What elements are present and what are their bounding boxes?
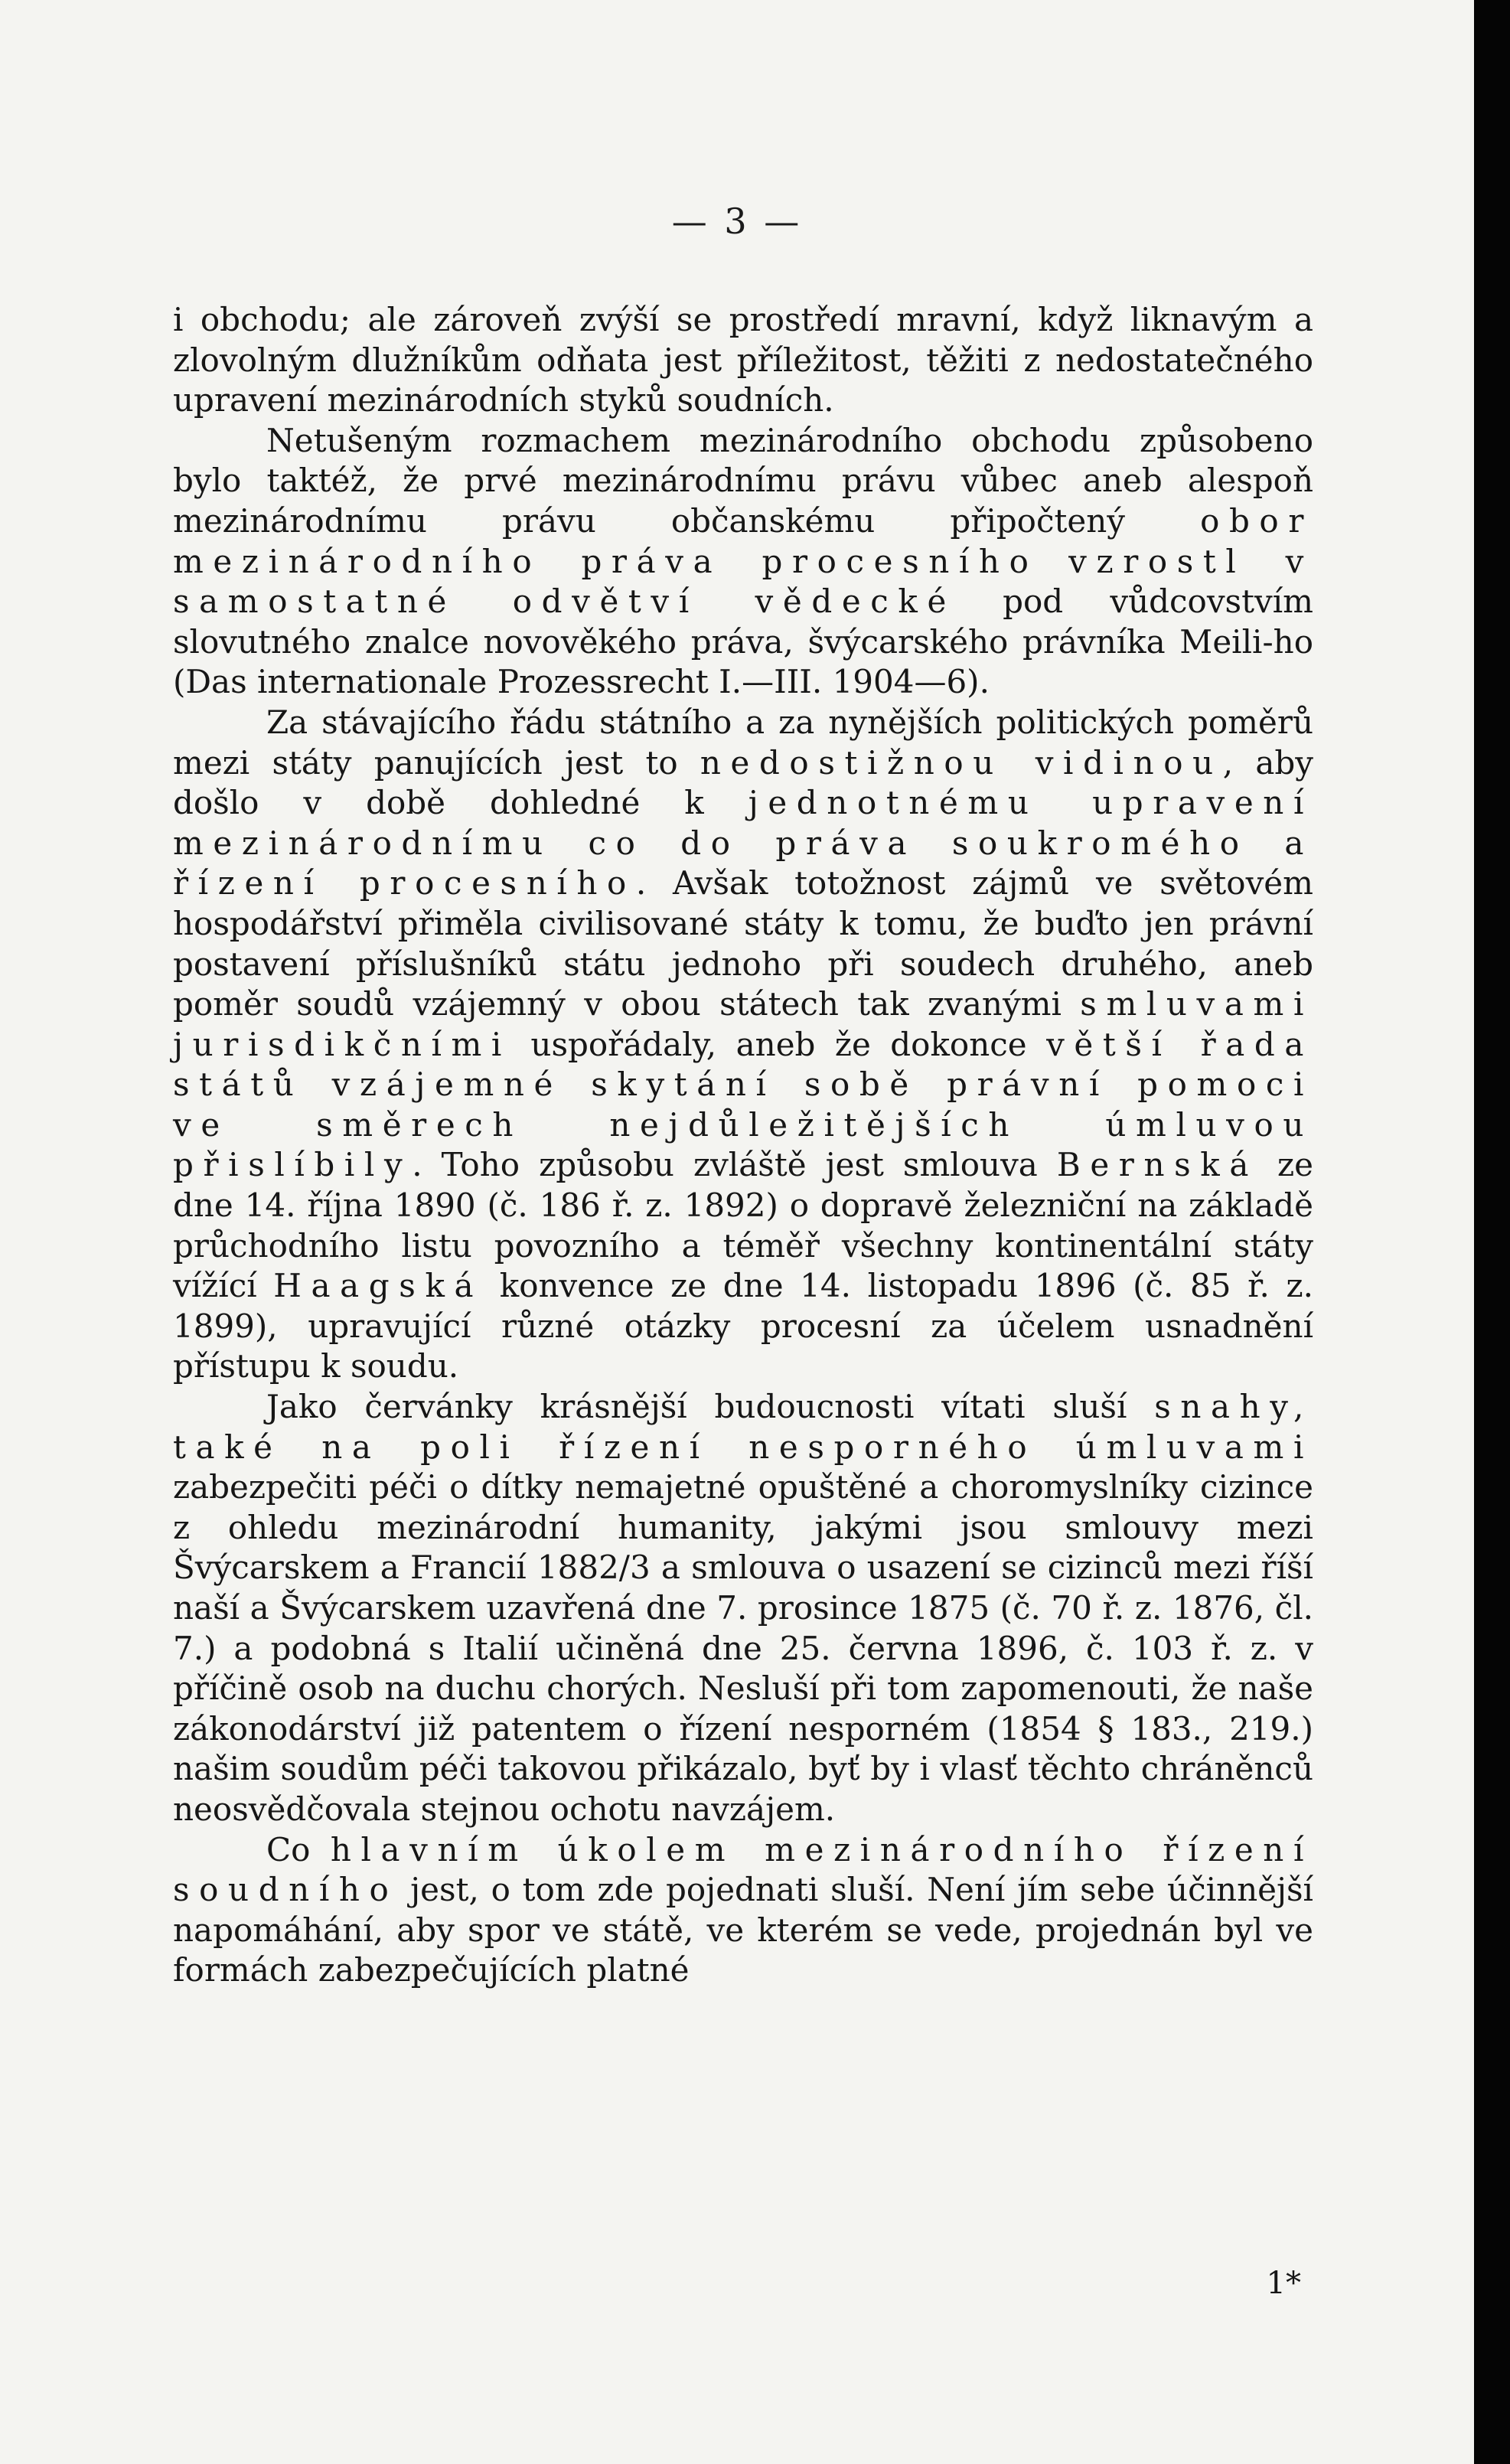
spaced-emphasis: hlavním úkolem mezinárodního řízení soudního (173, 1830, 1313, 1909)
text-run: pod vůdcovstvím slovutného znalce novověkého práva, švýcarského právníka Meili-ho (Das internationale Prozessrecht I.—III. 1904—6). (173, 583, 1313, 701)
spaced-emphasis: jednotnému upravení mezinárodnímu co do práva soukromého a řízení procesního (173, 784, 1313, 902)
text-run: i obchodu; ale zároveň zvýší se prostředí mravní, když liknavým a zlovolným dlužníkům odňata jest příležitost, těžiti z nedostatečného upravení mezinárodních styků soudních. (173, 301, 1313, 419)
text-run (1038, 543, 1068, 580)
spaced-emphasis: větší řada států vzájemné skytání sobě právní pomoci ve směrech nejdůležitějších úmluvou přislíbily (173, 1025, 1314, 1184)
spaced-emphasis: obor mezinárodního práva procesního (173, 501, 1313, 580)
paragraph-4 (173, 1387, 1313, 1830)
text-run: uspořádaly, aneb že dokonce (510, 1025, 1047, 1063)
paragraph-3 (173, 703, 1313, 1387)
spaced-emphasis: vzrostl v samostatné odvětví vědecké (173, 542, 1314, 621)
text-run: zabezpečiti péči o dítky nemajetné opuštěné a choromyslníky cizince z ohledu mezinárodní humanity, jakými jsou smlouvy mezi Švýcarskem a Francií 1882/3 a smlouva o usazení se cizinců mezi říší naší a Švýcarskem uzavřená dne 7. prosince 1875 (č. 70 ř. z. 1876, čl. 7.) a podobná s Italií učiněná dne 25. června 1896, č. 103 ř. z. v příčině osob na duchu chorých. Nesluší při tom zapomenouti, že naše zákonodárství již patentem o řízení nesporném (1854 § 183., 219.) našim soudům péči takovou přikázalo, byť by i vlasť těchto chráněnců neosvědčovala stejnou ochotu navzájem. (173, 1468, 1313, 1828)
paragraph-5 (173, 1830, 1313, 1991)
paragraph-1 (173, 300, 1313, 421)
text-run: konvence ze dne 14. listopadu 1896 (č. 85 ř. z. 1899), upravující různé otázky procesní za účelem usnadnění přístupu k soudu. (173, 1267, 1313, 1385)
spaced-emphasis: Haagská (273, 1267, 484, 1305)
text-run: Co (266, 1830, 331, 1868)
body-text (173, 300, 1313, 1991)
text-run: Za stávajícího řádu státního a za nynějších politických poměrů mezi státy panujících jest to (173, 703, 1313, 782)
text-run: Netušeným rozmachem mezinárodního obchodu způsobeno bylo taktéž, že prvé mezinárodnímu právu vůbec aneb alespoň mezinárodnímu právu občanskému připočtený (173, 421, 1313, 540)
text-run: Jako červánky krásnější budoucnosti vítati sluší (266, 1388, 1155, 1426)
signature-mark: 1* (1266, 2266, 1301, 2301)
text-run: ze dne 14. října 1890 (č. 186 ř. z. 1892) o dopravě železniční na základě průchodního listu povozního a téměř všechny kontinentální státy vížící (173, 1146, 1313, 1305)
text-run: jest, o tom zde pojednati sluší. Není jím sebe účinnější napomáhání, aby spor ve státě, ve kterém se vede, projednán byl ve formách zabezpečujících platné (173, 1871, 1313, 1989)
spaced-emphasis: snahy, také na poli řízení nesporného úmluvami (173, 1388, 1313, 1466)
paragraph-2 (173, 421, 1313, 703)
spaced-emphasis: Bernská (1056, 1146, 1258, 1184)
spaced-emphasis: smluvami jurisdikčními (173, 985, 1313, 1063)
page-number: — 3 — (671, 201, 803, 242)
text-run: . Toho způsobu zvláště jest smlouva (412, 1146, 1057, 1184)
spaced-emphasis: nedostižnou vidinou (700, 743, 1223, 782)
scan-border (1474, 0, 1510, 2464)
text-run: , aby došlo v době dohledné k (173, 743, 1313, 822)
text-run: . Avšak totožnost zájmů ve světovém hospodářství přiměla civilisované státy k tomu, že buďto jen právní postavení příslušníků státu jednoho při soudech druhého, aneb poměr soudů vzájemný v obou státech tak zvanými (173, 864, 1313, 1023)
